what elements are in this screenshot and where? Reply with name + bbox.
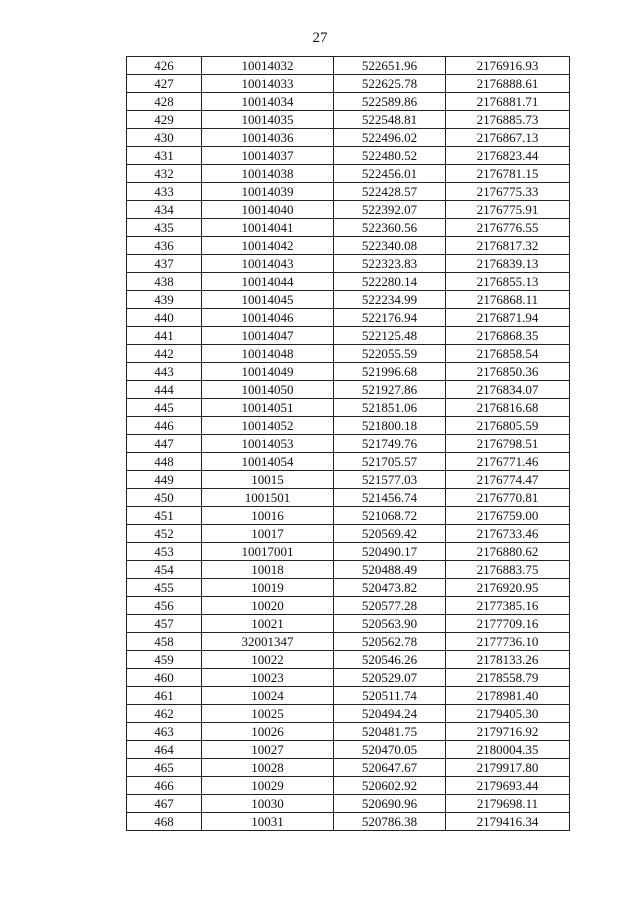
table-row xyxy=(127,489,570,507)
x-coordinate-cell: 520473.82 xyxy=(334,579,446,597)
row-index-cell: 461 xyxy=(127,687,202,705)
point-id-cell: 10014054 xyxy=(202,453,334,471)
y-coordinate-cell: 2178558.79 xyxy=(446,669,570,687)
y-coordinate-cell: 2176781.15 xyxy=(446,165,570,183)
x-coordinate-cell: 522625.78 xyxy=(334,75,446,93)
row-index-cell: 466 xyxy=(127,777,202,795)
x-coordinate-cell: 520481.75 xyxy=(334,723,446,741)
point-id-cell: 10016 xyxy=(202,507,334,525)
point-id-cell: 10015 xyxy=(202,471,334,489)
table-row xyxy=(127,237,570,255)
row-index-cell: 442 xyxy=(127,345,202,363)
x-coordinate-cell: 521577.03 xyxy=(334,471,446,489)
row-index-cell: 460 xyxy=(127,669,202,687)
y-coordinate-cell: 2177709.16 xyxy=(446,615,570,633)
point-id-cell: 10014042 xyxy=(202,237,334,255)
row-index-cell: 468 xyxy=(127,813,202,831)
x-coordinate-cell: 522480.52 xyxy=(334,147,446,165)
table-row xyxy=(127,129,570,147)
y-coordinate-cell: 2179405.30 xyxy=(446,705,570,723)
y-coordinate-cell: 2179698.11 xyxy=(446,795,570,813)
row-index-cell: 445 xyxy=(127,399,202,417)
row-index-cell: 450 xyxy=(127,489,202,507)
x-coordinate-cell: 520577.28 xyxy=(334,597,446,615)
point-id-cell: 10021 xyxy=(202,615,334,633)
y-coordinate-cell: 2176817.32 xyxy=(446,237,570,255)
row-index-cell: 438 xyxy=(127,273,202,291)
point-id-cell: 10014047 xyxy=(202,327,334,345)
row-index-cell: 447 xyxy=(127,435,202,453)
y-coordinate-cell: 2176733.46 xyxy=(446,525,570,543)
x-coordinate-cell: 520511.74 xyxy=(334,687,446,705)
table-row xyxy=(127,561,570,579)
y-coordinate-cell: 2179416.34 xyxy=(446,813,570,831)
table-row xyxy=(127,795,570,813)
y-coordinate-cell: 2176759.00 xyxy=(446,507,570,525)
point-id-cell: 10027 xyxy=(202,741,334,759)
x-coordinate-cell: 520786.38 xyxy=(334,813,446,831)
point-id-cell: 10014050 xyxy=(202,381,334,399)
point-id-cell: 10020 xyxy=(202,597,334,615)
x-coordinate-cell: 522176.94 xyxy=(334,309,446,327)
y-coordinate-cell: 2176867.13 xyxy=(446,129,570,147)
point-id-cell: 10014038 xyxy=(202,165,334,183)
y-coordinate-cell: 2179917.80 xyxy=(446,759,570,777)
table-row xyxy=(127,291,570,309)
x-coordinate-cell: 521800.18 xyxy=(334,417,446,435)
table-row xyxy=(127,309,570,327)
table-row xyxy=(127,543,570,561)
row-index-cell: 436 xyxy=(127,237,202,255)
y-coordinate-cell: 2179693.44 xyxy=(446,777,570,795)
point-id-cell: 10014051 xyxy=(202,399,334,417)
x-coordinate-cell: 521705.57 xyxy=(334,453,446,471)
y-coordinate-cell: 2176775.91 xyxy=(446,201,570,219)
y-coordinate-cell: 2178133.26 xyxy=(446,651,570,669)
x-coordinate-cell: 520562.78 xyxy=(334,633,446,651)
table-row xyxy=(127,759,570,777)
point-id-cell: 32001347 xyxy=(202,633,334,651)
row-index-cell: 452 xyxy=(127,525,202,543)
point-id-cell: 10025 xyxy=(202,705,334,723)
x-coordinate-cell: 522340.08 xyxy=(334,237,446,255)
table-row xyxy=(127,75,570,93)
table-row xyxy=(127,57,570,75)
table-row xyxy=(127,417,570,435)
row-index-cell: 441 xyxy=(127,327,202,345)
table-row xyxy=(127,687,570,705)
row-index-cell: 444 xyxy=(127,381,202,399)
x-coordinate-cell: 522548.81 xyxy=(334,111,446,129)
y-coordinate-cell: 2176834.07 xyxy=(446,381,570,399)
row-index-cell: 440 xyxy=(127,309,202,327)
table-row xyxy=(127,183,570,201)
x-coordinate-cell: 520546.26 xyxy=(334,651,446,669)
y-coordinate-cell: 2176776.55 xyxy=(446,219,570,237)
point-id-cell: 10014036 xyxy=(202,129,334,147)
x-coordinate-cell: 520569.42 xyxy=(334,525,446,543)
row-index-cell: 430 xyxy=(127,129,202,147)
x-coordinate-cell: 520690.96 xyxy=(334,795,446,813)
row-index-cell: 458 xyxy=(127,633,202,651)
row-index-cell: 465 xyxy=(127,759,202,777)
y-coordinate-cell: 2180004.35 xyxy=(446,741,570,759)
point-id-cell: 10014043 xyxy=(202,255,334,273)
row-index-cell: 433 xyxy=(127,183,202,201)
table-row xyxy=(127,813,570,831)
row-index-cell: 435 xyxy=(127,219,202,237)
point-id-cell: 10014045 xyxy=(202,291,334,309)
x-coordinate-cell: 522055.59 xyxy=(334,345,446,363)
y-coordinate-cell: 2176881.71 xyxy=(446,93,570,111)
x-coordinate-cell: 522651.96 xyxy=(334,57,446,75)
x-coordinate-cell: 520602.92 xyxy=(334,777,446,795)
row-index-cell: 457 xyxy=(127,615,202,633)
y-coordinate-cell: 2176839.13 xyxy=(446,255,570,273)
table-row xyxy=(127,633,570,651)
table-row xyxy=(127,273,570,291)
x-coordinate-cell: 521749.76 xyxy=(334,435,446,453)
y-coordinate-cell: 2176855.13 xyxy=(446,273,570,291)
table-row xyxy=(127,597,570,615)
y-coordinate-cell: 2177736.10 xyxy=(446,633,570,651)
row-index-cell: 426 xyxy=(127,57,202,75)
row-index-cell: 443 xyxy=(127,363,202,381)
x-coordinate-cell: 522428.57 xyxy=(334,183,446,201)
x-coordinate-cell: 522589.86 xyxy=(334,93,446,111)
point-id-cell: 10029 xyxy=(202,777,334,795)
y-coordinate-cell: 2176858.54 xyxy=(446,345,570,363)
table-row xyxy=(127,705,570,723)
table-row xyxy=(127,381,570,399)
point-id-cell: 10014046 xyxy=(202,309,334,327)
table-row xyxy=(127,201,570,219)
table-row xyxy=(127,327,570,345)
row-index-cell: 432 xyxy=(127,165,202,183)
y-coordinate-cell: 2176920.95 xyxy=(446,579,570,597)
x-coordinate-cell: 520563.90 xyxy=(334,615,446,633)
table-row xyxy=(127,777,570,795)
y-coordinate-cell: 2176883.75 xyxy=(446,561,570,579)
page-number: 27 xyxy=(312,30,328,46)
table-row xyxy=(127,525,570,543)
table-row xyxy=(127,723,570,741)
row-index-cell: 467 xyxy=(127,795,202,813)
row-index-cell: 463 xyxy=(127,723,202,741)
x-coordinate-cell: 521927.86 xyxy=(334,381,446,399)
point-id-cell: 10026 xyxy=(202,723,334,741)
point-id-cell: 10014033 xyxy=(202,75,334,93)
point-id-cell: 10017 xyxy=(202,525,334,543)
point-id-cell: 10031 xyxy=(202,813,334,831)
point-id-cell: 10023 xyxy=(202,669,334,687)
row-index-cell: 437 xyxy=(127,255,202,273)
row-index-cell: 462 xyxy=(127,705,202,723)
point-id-cell: 10014039 xyxy=(202,183,334,201)
table-row xyxy=(127,651,570,669)
x-coordinate-cell: 521996.68 xyxy=(334,363,446,381)
x-coordinate-cell: 522234.99 xyxy=(334,291,446,309)
y-coordinate-cell: 2179716.92 xyxy=(446,723,570,741)
table-row xyxy=(127,507,570,525)
y-coordinate-cell: 2176868.11 xyxy=(446,291,570,309)
row-index-cell: 453 xyxy=(127,543,202,561)
x-coordinate-cell: 522360.56 xyxy=(334,219,446,237)
x-coordinate-cell: 520490.17 xyxy=(334,543,446,561)
point-id-cell: 10014044 xyxy=(202,273,334,291)
point-id-cell: 10022 xyxy=(202,651,334,669)
y-coordinate-cell: 2176871.94 xyxy=(446,309,570,327)
y-coordinate-cell: 2176888.61 xyxy=(446,75,570,93)
x-coordinate-cell: 520529.07 xyxy=(334,669,446,687)
y-coordinate-cell: 2176775.33 xyxy=(446,183,570,201)
x-coordinate-cell: 522496.02 xyxy=(334,129,446,147)
y-coordinate-cell: 2176770.81 xyxy=(446,489,570,507)
x-coordinate-cell: 522456.01 xyxy=(334,165,446,183)
coordinates-table-body xyxy=(127,57,570,831)
y-coordinate-cell: 2176880.62 xyxy=(446,543,570,561)
point-id-cell: 10014053 xyxy=(202,435,334,453)
point-id-cell: 10014048 xyxy=(202,345,334,363)
point-id-cell: 10019 xyxy=(202,579,334,597)
table-row xyxy=(127,471,570,489)
y-coordinate-cell: 2176916.93 xyxy=(446,57,570,75)
row-index-cell: 454 xyxy=(127,561,202,579)
point-id-cell: 10030 xyxy=(202,795,334,813)
row-index-cell: 459 xyxy=(127,651,202,669)
y-coordinate-cell: 2176774.47 xyxy=(446,471,570,489)
row-index-cell: 464 xyxy=(127,741,202,759)
row-index-cell: 455 xyxy=(127,579,202,597)
point-id-cell: 10014040 xyxy=(202,201,334,219)
table-row xyxy=(127,255,570,273)
row-index-cell: 446 xyxy=(127,417,202,435)
y-coordinate-cell: 2176868.35 xyxy=(446,327,570,345)
table-row xyxy=(127,363,570,381)
point-id-cell: 10014032 xyxy=(202,57,334,75)
point-id-cell: 10014052 xyxy=(202,417,334,435)
point-id-cell: 10014035 xyxy=(202,111,334,129)
x-coordinate-cell: 520488.49 xyxy=(334,561,446,579)
x-coordinate-cell: 521456.74 xyxy=(334,489,446,507)
point-id-cell: 10014037 xyxy=(202,147,334,165)
row-index-cell: 449 xyxy=(127,471,202,489)
point-id-cell: 10024 xyxy=(202,687,334,705)
point-id-cell: 10014049 xyxy=(202,363,334,381)
row-index-cell: 448 xyxy=(127,453,202,471)
row-index-cell: 427 xyxy=(127,75,202,93)
point-id-cell: 10017001 xyxy=(202,543,334,561)
coordinates-table xyxy=(126,56,570,831)
x-coordinate-cell: 520470.05 xyxy=(334,741,446,759)
point-id-cell: 1001501 xyxy=(202,489,334,507)
y-coordinate-cell: 2177385.16 xyxy=(446,597,570,615)
table-row xyxy=(127,399,570,417)
table-row xyxy=(127,219,570,237)
y-coordinate-cell: 2178981.40 xyxy=(446,687,570,705)
table-row xyxy=(127,669,570,687)
x-coordinate-cell: 520647.67 xyxy=(334,759,446,777)
table-row xyxy=(127,147,570,165)
table-row xyxy=(127,579,570,597)
table-row xyxy=(127,741,570,759)
table-row xyxy=(127,345,570,363)
table-row xyxy=(127,453,570,471)
x-coordinate-cell: 521851.06 xyxy=(334,399,446,417)
row-index-cell: 456 xyxy=(127,597,202,615)
point-id-cell: 10018 xyxy=(202,561,334,579)
table-row xyxy=(127,111,570,129)
row-index-cell: 439 xyxy=(127,291,202,309)
y-coordinate-cell: 2176816.68 xyxy=(446,399,570,417)
row-index-cell: 431 xyxy=(127,147,202,165)
table-row xyxy=(127,435,570,453)
y-coordinate-cell: 2176850.36 xyxy=(446,363,570,381)
y-coordinate-cell: 2176805.59 xyxy=(446,417,570,435)
x-coordinate-cell: 522392.07 xyxy=(334,201,446,219)
y-coordinate-cell: 2176771.46 xyxy=(446,453,570,471)
y-coordinate-cell: 2176798.51 xyxy=(446,435,570,453)
point-id-cell: 10014034 xyxy=(202,93,334,111)
table-row xyxy=(127,93,570,111)
row-index-cell: 434 xyxy=(127,201,202,219)
x-coordinate-cell: 522125.48 xyxy=(334,327,446,345)
x-coordinate-cell: 522280.14 xyxy=(334,273,446,291)
row-index-cell: 429 xyxy=(127,111,202,129)
row-index-cell: 451 xyxy=(127,507,202,525)
y-coordinate-cell: 2176823.44 xyxy=(446,147,570,165)
x-coordinate-cell: 520494.24 xyxy=(334,705,446,723)
x-coordinate-cell: 522323.83 xyxy=(334,255,446,273)
point-id-cell: 10028 xyxy=(202,759,334,777)
y-coordinate-cell: 2176885.73 xyxy=(446,111,570,129)
x-coordinate-cell: 521068.72 xyxy=(334,507,446,525)
row-index-cell: 428 xyxy=(127,93,202,111)
table-row xyxy=(127,615,570,633)
point-id-cell: 10014041 xyxy=(202,219,334,237)
table-row xyxy=(127,165,570,183)
